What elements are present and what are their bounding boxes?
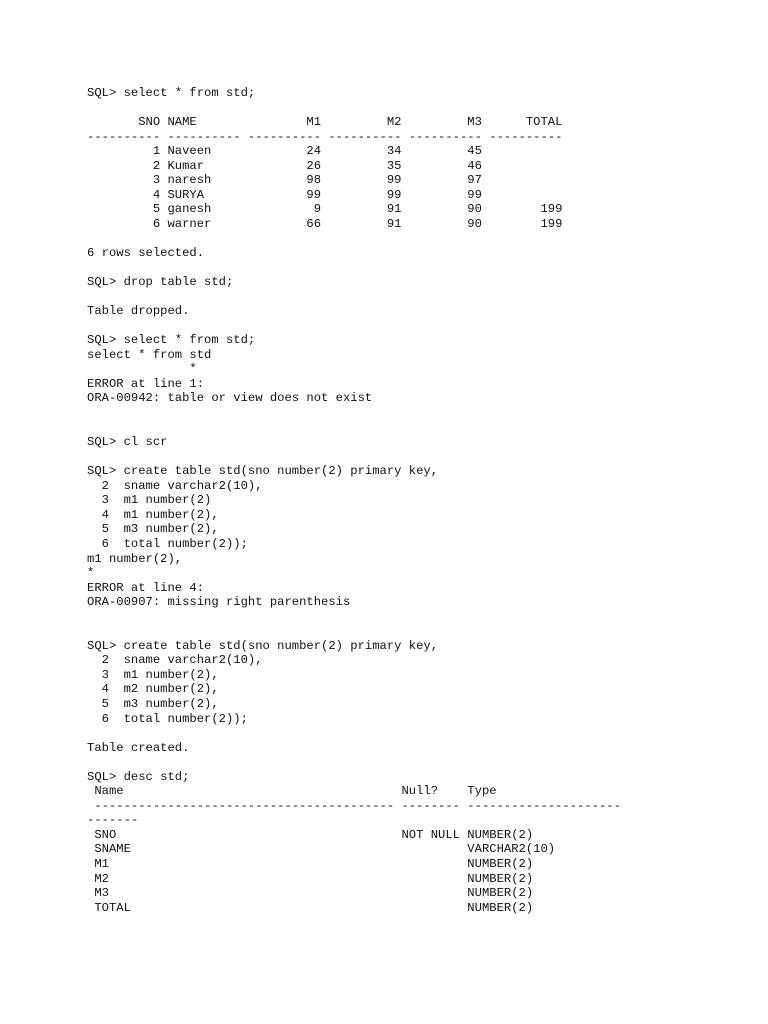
desc-header-separator-wrap: -------: [87, 813, 139, 828]
error-pointer-line: *: [87, 362, 197, 377]
create-table-continuation: 6 total number(2));: [87, 711, 248, 726]
create-table-continuation: 4 m1 number(2),: [87, 507, 219, 522]
desc-column-row: M3 NUMBER(2): [87, 886, 534, 901]
select-std-command: SQL> select * from std;: [87, 333, 256, 348]
rows-selected-message: 6 rows selected.: [87, 246, 205, 261]
result-header-row: SNO NAME M1 M2 M3 TOTAL: [87, 115, 563, 130]
error-pointer-line: *: [87, 566, 95, 581]
create-table-command: SQL> create table std(sno number(2) primary key,: [87, 638, 439, 653]
blank-line: [87, 261, 757, 276]
create-table-continuation: 5 m3 number(2),: [87, 522, 219, 537]
blank-line: [87, 421, 757, 436]
create-table-continuation: 3 m1 number(2),: [87, 667, 219, 682]
sql-session-transcript: [87, 86, 757, 915]
blank-line: [87, 101, 757, 116]
ora-error-message: ORA-00942: table or view does not exist: [87, 391, 373, 406]
create-table-continuation: 6 total number(2));: [87, 536, 248, 551]
create-table-continuation: 2 sname varchar2(10),: [87, 653, 263, 668]
create-table-continuation: 4 m2 number(2),: [87, 682, 219, 697]
desc-header-separator: ----------------------------------------- -------- ---------------------: [87, 798, 621, 813]
clear-screen-command: SQL> cl scr: [87, 435, 168, 450]
create-table-continuation: 5 m3 number(2),: [87, 696, 219, 711]
blank-line: [87, 290, 757, 305]
table-dropped-message: Table dropped.: [87, 304, 190, 319]
error-echo-line: select * from std: [87, 347, 212, 362]
blank-line: [87, 450, 757, 465]
blank-line: [87, 755, 757, 770]
create-table-command: SQL> create table std(sno number(2) primary key,: [87, 464, 439, 479]
result-row: 2 Kumar 26 35 46: [87, 158, 482, 173]
create-table-continuation: 2 sname varchar2(10),: [87, 478, 263, 493]
result-row: 5 ganesh 9 91 90 199: [87, 202, 563, 217]
blank-line: [87, 610, 757, 625]
blank-line: [87, 726, 757, 741]
error-location-line: ERROR at line 4:: [87, 580, 205, 595]
error-location-line: ERROR at line 1:: [87, 376, 205, 391]
result-row: 3 naresh 98 99 97: [87, 173, 482, 188]
result-row: 6 warner 66 91 90 199: [87, 216, 563, 231]
blank-line: [87, 624, 757, 639]
blank-line: [87, 319, 757, 334]
blank-line: [87, 231, 757, 246]
desc-header-row: Name Null? Type: [87, 784, 497, 799]
desc-column-row: TOTAL NUMBER(2): [87, 900, 534, 915]
drop-table-command: SQL> drop table std;: [87, 275, 234, 290]
blank-line: [87, 406, 757, 421]
desc-column-row: SNAME VARCHAR2(10): [87, 842, 556, 857]
desc-std-command: SQL> desc std;: [87, 769, 190, 784]
ora-error-message: ORA-00907: missing right parenthesis: [87, 595, 351, 610]
result-header-separator: ---------- ---------- ---------- ---------- ---------- ----------: [87, 129, 563, 144]
result-row: 4 SURYA 99 99 99: [87, 187, 482, 202]
table-created-message: Table created.: [87, 740, 190, 755]
desc-column-row: M2 NUMBER(2): [87, 871, 534, 886]
create-table-continuation: 3 m1 number(2): [87, 493, 212, 508]
select-std-command: SQL> select * from std;: [87, 86, 256, 100]
result-row: 1 Naveen 24 34 45: [87, 144, 482, 159]
desc-column-row: SNO NOT NULL NUMBER(2): [87, 827, 534, 842]
error-echo-line: m1 number(2),: [87, 551, 183, 566]
desc-column-row: M1 NUMBER(2): [87, 856, 534, 871]
